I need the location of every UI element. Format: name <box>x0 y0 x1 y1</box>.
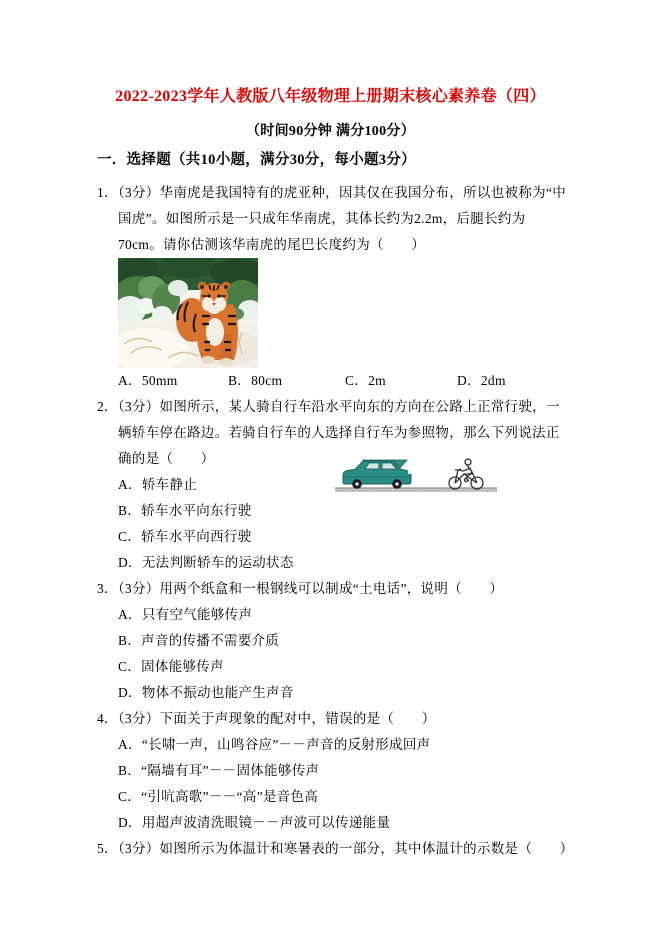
option-b: B．轿车水平向东行驶 <box>118 503 252 518</box>
option-a: A．只有空气能够传声 <box>118 607 253 622</box>
question-2-stem: 2．（3分）如图所示，某人骑自行车沿水平向东的方向在公路上正常行驶，一辆轿车停在路边。若骑自行车的人选择自行车为参照物，那么下列说法正确的是（ ） <box>97 399 560 466</box>
option-c: C．“引吭高歌”－－“高”是音色高 <box>118 789 319 804</box>
exam-subtitle: （时间90分钟 满分100分） <box>246 124 415 139</box>
option-d: D．无法判断轿车的运动状态 <box>118 555 294 570</box>
option-b: B．声音的传播不需要介质 <box>118 633 280 648</box>
question-4 <box>97 706 567 836</box>
section-heading: 一．选择题（共10小题，满分30分，每小题3分） <box>97 152 416 168</box>
exam-title: 2022-2023学年人教版八年级物理上册期末核心素养卷（四） <box>115 88 546 105</box>
question-3-stem: 3．（3分）用两个纸盒和一根钢线可以制成“土电话”，说明（ ） <box>97 581 504 596</box>
question-1-stem: 1．（3分）华南虎是我国特有的虎亚种，因其仅在我国分布，所以也被称为“中国虎”。如图所示是一只成年华南虎，其体长约为2.2m，后腿长约为70cm。请你估测该华南虎的尾巴长度约为（ ） <box>97 185 567 252</box>
option-c: C．轿车水平向西行驶 <box>118 529 252 544</box>
option-d: D．物体不振动也能产生声音 <box>118 685 294 700</box>
option-a: A．“长啸一声，山鸣谷应”－－声音的反射形成回声 <box>118 737 431 752</box>
option-d: D．用超声波清洗眼镜－－声波可以传递能量 <box>118 815 391 830</box>
question-3 <box>97 576 567 706</box>
option-c: C．2m <box>345 373 386 388</box>
car-and-bicycle-illustration <box>335 456 497 494</box>
question-4-stem: 4．（3分）下面关于声现象的配对中，错误的是（ ） <box>97 711 436 726</box>
option-b: B．“隔墙有耳”－－固体能够传声 <box>118 763 320 778</box>
tiger-photo <box>118 258 258 368</box>
question-5 <box>97 836 574 862</box>
question-2 <box>97 394 567 576</box>
option-d: D．2dm <box>457 373 506 388</box>
car-bicycle-svg <box>335 456 497 494</box>
question-1-options <box>97 368 567 394</box>
tiger-photo-svg <box>118 258 258 368</box>
option-b: B．80cm <box>228 373 283 388</box>
question-1 <box>97 180 567 394</box>
option-a: A．50mm <box>118 373 178 388</box>
question-5-stem: 5．（3分）如图所示为体温计和寒暑表的一部分，其中体温计的示数是（ ） <box>97 841 574 856</box>
car <box>343 460 411 489</box>
cyclist <box>449 459 483 489</box>
option-a: A．轿车静止 <box>118 477 198 492</box>
option-c: C．固体能够传声 <box>118 659 224 674</box>
